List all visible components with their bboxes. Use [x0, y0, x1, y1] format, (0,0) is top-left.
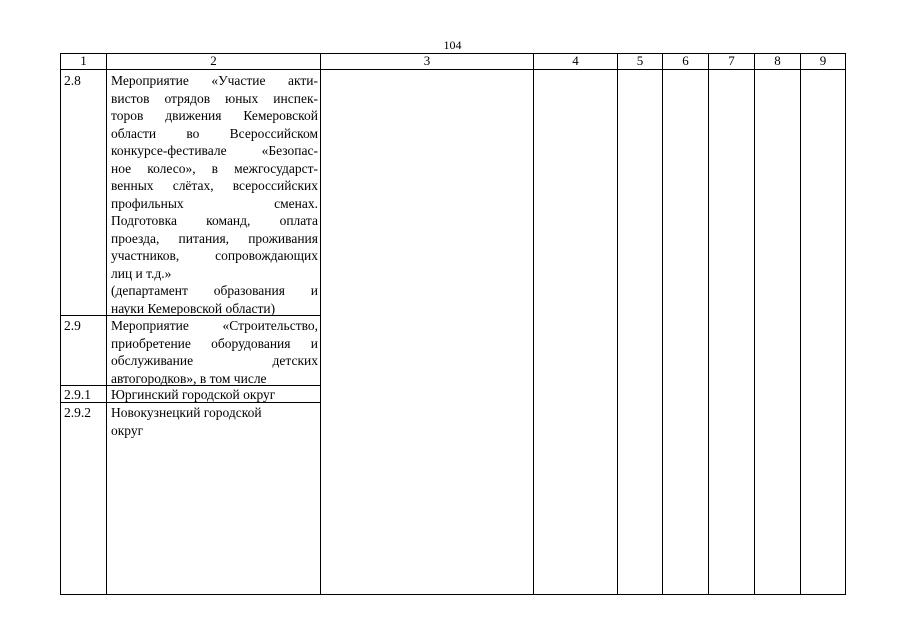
description-line: Мероприятие «Участие акти-	[111, 73, 318, 88]
header-col-8: 8	[774, 53, 781, 68]
col-border	[533, 53, 534, 595]
row-number: 2.9.1	[64, 387, 91, 402]
table-bottom-border	[60, 594, 846, 595]
row-number: 2.8	[64, 73, 81, 88]
header-col-2: 2	[210, 53, 217, 68]
header-col-7: 7	[728, 53, 735, 68]
description-line: округ	[111, 422, 144, 438]
header-col-1: 1	[80, 53, 87, 68]
row-description	[111, 404, 318, 439]
col-border	[845, 53, 846, 595]
header-col-6: 6	[682, 53, 689, 68]
description-line: Подготовка команд, оплата	[111, 213, 318, 228]
header-bottom-border	[60, 69, 846, 70]
header-col-9: 9	[819, 53, 827, 68]
description-line: Мероприятие «Строительство,	[111, 318, 318, 333]
description-line: вистов отрядов юных инспек-	[111, 90, 318, 106]
description-line: конкурсе-фестивале «Безопас-	[111, 143, 318, 158]
row-number: 2.9	[64, 318, 81, 333]
row-description	[111, 317, 318, 387]
description-line: Юргинский городской округ	[111, 387, 276, 402]
description-line: автогородков», в том числе	[111, 370, 267, 386]
col-border	[754, 53, 755, 595]
col-border	[320, 53, 321, 595]
description-line: (департамент образования и	[111, 283, 318, 298]
description-line: науки Кемеровской области)	[111, 300, 276, 316]
description-line: приобретение оборудования и	[111, 335, 318, 351]
col-border	[106, 53, 107, 595]
header-col-3: 3	[423, 53, 431, 68]
header-col-5: 5	[636, 53, 644, 68]
description-line: участников, сопровождающих	[111, 248, 318, 263]
description-line: лиц и т.д.»	[111, 265, 172, 281]
page-number: 104	[443, 38, 462, 52]
col-border	[617, 53, 618, 595]
description-line: обслуживание детских	[111, 353, 318, 368]
description-line: области во Всероссийском	[111, 125, 318, 141]
col-border	[800, 53, 801, 595]
description-line: Новокузнецкий городской	[111, 405, 262, 420]
row-description	[111, 386, 318, 404]
col-border	[60, 53, 61, 595]
row-number: 2.9.2	[64, 405, 91, 420]
description-line: проезда, питания, проживания	[111, 230, 318, 246]
description-line: ное колесо», в межгосударст-	[111, 160, 318, 176]
col-border	[708, 53, 709, 595]
description-line: профильных сменах.	[111, 195, 318, 211]
header-col-4: 4	[572, 53, 579, 68]
description-line: венных слётах, всероссийских	[111, 178, 318, 193]
description-line: торов движения Кемеровской	[111, 108, 318, 123]
col-border	[662, 53, 663, 595]
row-description	[111, 72, 318, 317]
